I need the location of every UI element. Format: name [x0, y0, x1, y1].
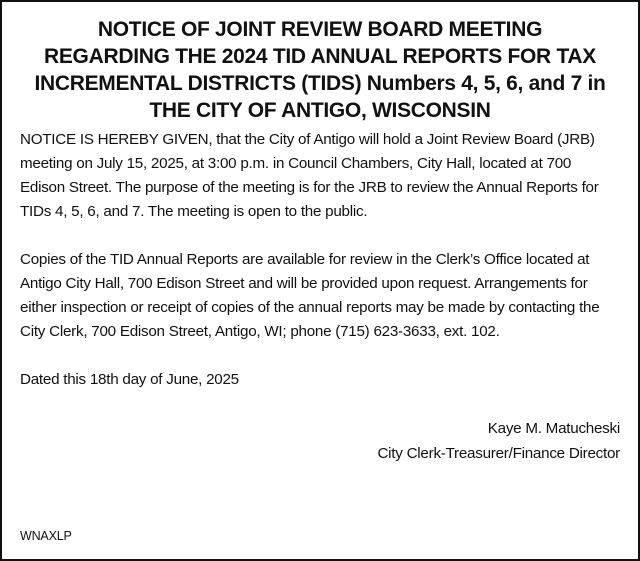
signer-name: Kaye M. Matucheski	[487, 420, 620, 437]
signature-block	[20, 416, 620, 466]
title-line-1: NOTICE OF JOINT REVIEW BOARD MEETING	[97, 18, 543, 41]
paragraph-report-copies: Copies of the TID Annual Reports are available for review in the Clerk’s Office located at Antigo City Hall, 700 Edison Street and will be provided upon request. Arrangements for either inspection or receipt of copies of the annual reports may be made by contacting the City Clerk, 700 Edison Street, Antigo, WI; phone (715) 623-3633, ext. 102.	[20, 251, 600, 340]
publication-code: WNAXLP	[20, 529, 72, 543]
title-line-4: THE CITY OF ANTIGO, WISCONSIN	[149, 99, 491, 122]
title-line-2: REGARDING THE 2024 TID ANNUAL REPORTS FOR TAX	[43, 45, 596, 68]
signer-title: City Clerk-Treasurer/Finance Director	[377, 445, 620, 462]
notice-title	[20, 16, 620, 124]
title-line-3: INCREMENTAL DISTRICTS (TIDS) Numbers 4, 5, 6, and 7 in	[34, 72, 606, 95]
paragraph-meeting-details: NOTICE IS HEREBY GIVEN, that the City of Antigo will hold a Joint Review Board (JRB) meeting on July 15, 2025, at 3:00 p.m. in Council Chambers, City Hall, located at 700 Edison Street. The purpose of the meeting is for the JRB to review the Annual Reports for TIDs 4, 5, 6, and 7. The meeting is open to the public.	[20, 131, 599, 220]
dated-line: Dated this 18th day of June, 2025	[20, 371, 239, 388]
notice-body	[20, 128, 620, 392]
